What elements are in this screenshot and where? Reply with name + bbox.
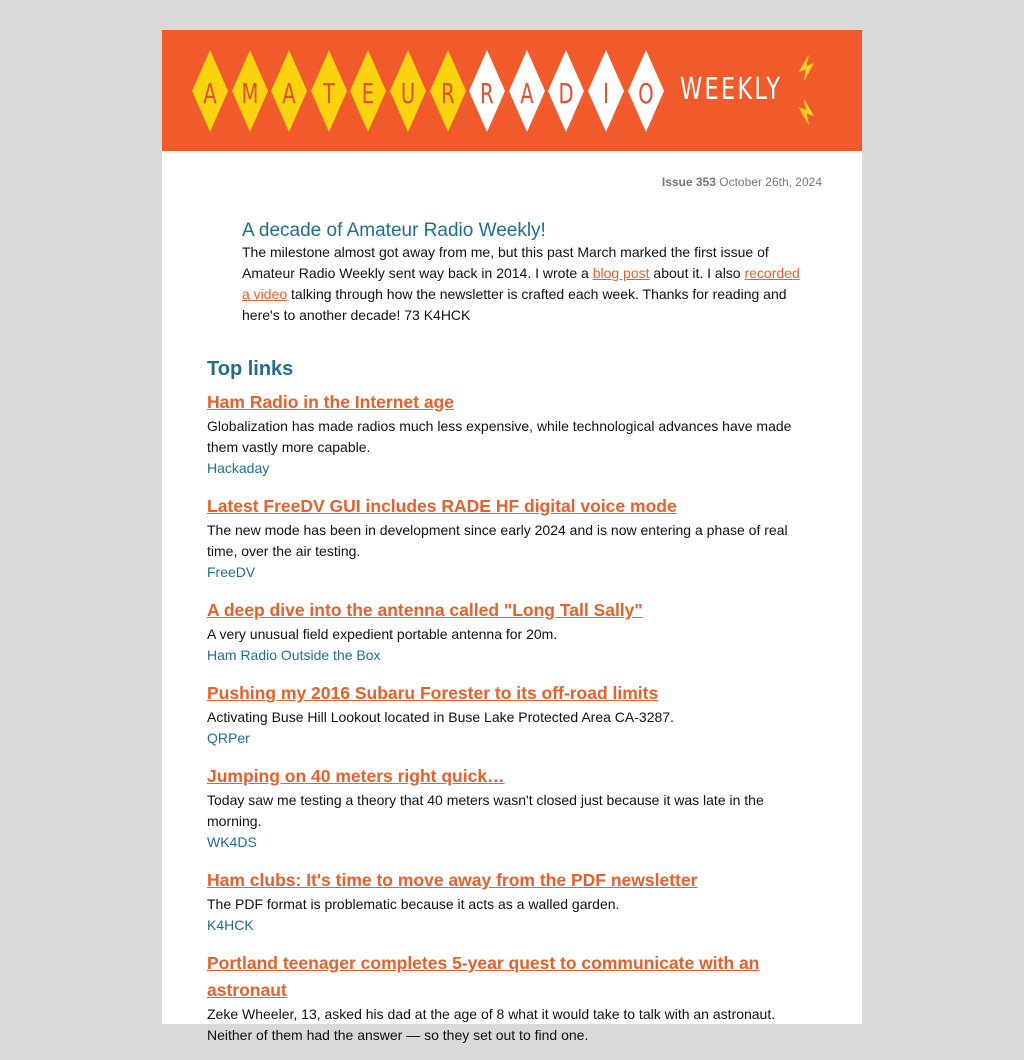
- list-item: [207, 867, 817, 936]
- article-link[interactable]: Ham clubs: It's time to move away from the PDF newsletter: [207, 870, 698, 890]
- logo-letter: A: [203, 77, 217, 110]
- logo-diamond: [390, 50, 426, 132]
- logo-diamond: [271, 50, 307, 132]
- list-item: [207, 680, 817, 749]
- list-item: [207, 950, 817, 1046]
- logo-letter: O: [637, 77, 654, 110]
- blog-post-link[interactable]: blog post: [592, 265, 650, 281]
- logo-letter: R: [480, 77, 495, 110]
- logo-letter: A: [520, 77, 534, 110]
- article-link[interactable]: Pushing my 2016 Subaru Forester to its off-road limits: [207, 683, 659, 703]
- logo-letter: M: [241, 77, 259, 110]
- source-link[interactable]: WK4DS: [207, 834, 257, 850]
- text: talking through how the newsletter is crafted each week. Thanks for reading and here's to another decade! 73 K4HCK: [242, 286, 787, 323]
- article-description: Globalization has made radios much less expensive, while technological advances have made them vastly more capable.: [207, 418, 792, 455]
- logo-letter: I: [603, 77, 609, 110]
- article-description: Activating Buse Hill Lookout located in Buse Lake Protected Area CA-3287.: [207, 709, 674, 725]
- list-item: [207, 597, 817, 666]
- article-link[interactable]: Ham Radio in the Internet age: [207, 392, 454, 412]
- newsletter: [162, 30, 862, 1043]
- logo-diamond: [509, 50, 545, 132]
- logo-letter: T: [322, 77, 335, 110]
- logo-diamond: [548, 50, 584, 132]
- article-description: Zeke Wheeler, 13, asked his dad at the age of 8 what it would take to talk with an astronaut. Neither of them had the answer — so they set out to find one.: [207, 1006, 776, 1043]
- article-link[interactable]: Jumping on 40 meters right quick…: [207, 766, 505, 786]
- logo-letter: D: [558, 77, 574, 110]
- source-link[interactable]: K4HCK: [207, 917, 254, 933]
- intro: [242, 220, 802, 326]
- article-link[interactable]: Portland teenager completes 5-year quest to communicate with an astronaut: [207, 953, 760, 1000]
- article-description: Today saw me testing a theory that 40 meters wasn't closed just because it was late in the morning.: [207, 792, 764, 829]
- logo-diamond: [192, 50, 228, 132]
- source-link[interactable]: FreeDV: [207, 564, 256, 580]
- logo-diamond: [588, 50, 624, 132]
- logo-letter: R: [440, 77, 455, 110]
- logo-diamond: [628, 50, 664, 132]
- logo-diamond: [469, 50, 505, 132]
- text: about it. I also: [649, 265, 745, 281]
- issue-line: [662, 175, 822, 189]
- logo-diamond: [232, 50, 268, 132]
- source-link[interactable]: Ham Radio Outside the Box: [207, 647, 381, 663]
- list-item: [207, 389, 817, 479]
- article-link[interactable]: Latest FreeDV GUI includes RADE HF digital voice mode: [207, 496, 677, 516]
- list-item: [207, 763, 817, 853]
- lightning-icon: ⚡: [791, 54, 823, 84]
- list-item: [207, 493, 817, 583]
- source-link[interactable]: Hackaday: [207, 460, 270, 476]
- intro-text: [242, 242, 802, 326]
- top-links: [207, 358, 817, 1060]
- section-heading: Top links: [207, 358, 294, 380]
- logo-weekly: WEEKLY: [680, 72, 783, 107]
- article-description: The PDF format is problematic because it acts as a walled garden.: [207, 896, 620, 912]
- header-banner: [162, 30, 862, 151]
- text: The milestone almost got away from me, but this past March marked the first issue of Amateur Radio Weekly sent way back in 2014. I wrote a: [242, 244, 769, 281]
- logo-diamond: [350, 50, 386, 132]
- logo-diamond: [311, 50, 347, 132]
- issue-number: Issue 353: [661, 175, 716, 189]
- article-description: A very unusual field expedient portable antenna for 20m.: [207, 626, 558, 642]
- intro-title: A decade of Amateur Radio Weekly!: [242, 220, 546, 241]
- article-description: The new mode has been in development since early 2024 and is now entering a phase of real time, over the air testing.: [207, 522, 788, 559]
- issue-date: October 26th, 2024: [719, 175, 822, 189]
- lightning-icon: ⚡: [790, 98, 822, 128]
- logo-letter: U: [400, 77, 416, 110]
- source-link[interactable]: QRPer: [207, 730, 250, 746]
- logo-diamond: [430, 50, 466, 132]
- video-link[interactable]: recorded a video: [242, 265, 800, 302]
- article-link[interactable]: A deep dive into the antenna called "Long Tall Sally": [207, 600, 643, 620]
- logo-letter: E: [362, 77, 375, 110]
- logo-letter: A: [282, 77, 296, 110]
